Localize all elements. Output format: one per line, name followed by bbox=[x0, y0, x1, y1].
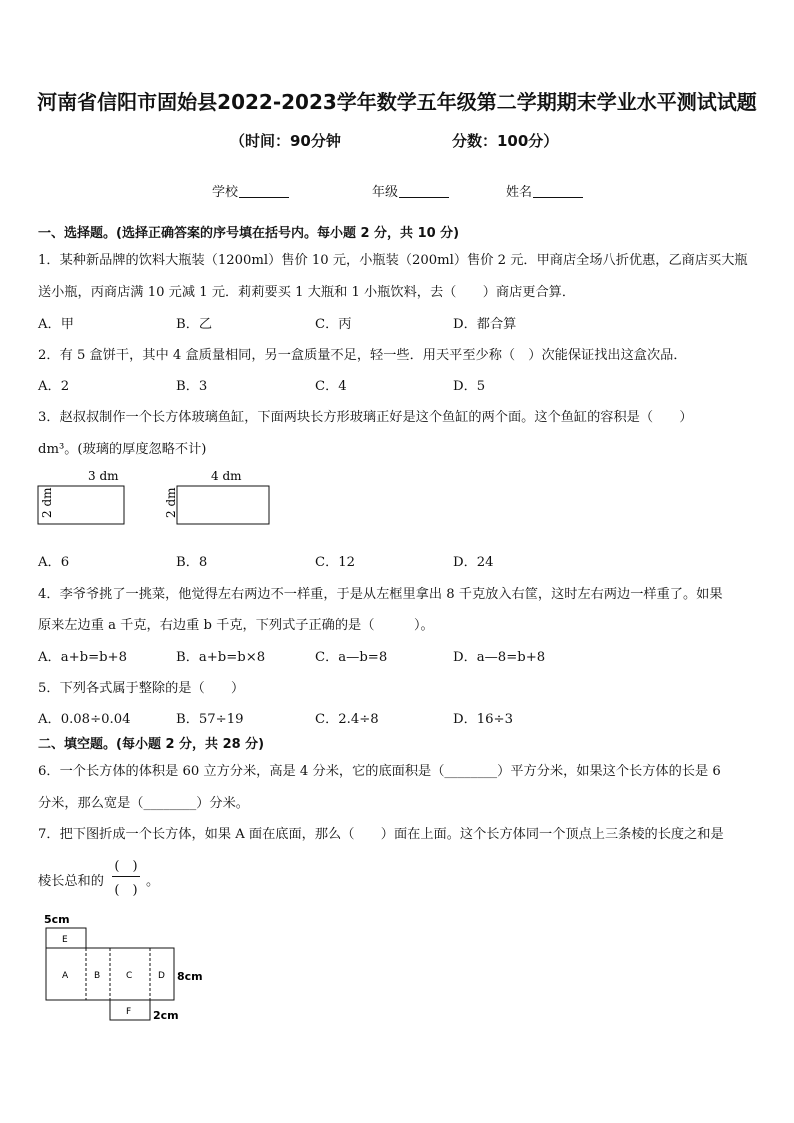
q7-fraction-denominator: ( ) bbox=[114, 883, 138, 898]
q7-fraction-numerator: ( ) bbox=[114, 859, 138, 874]
q5-option-d: D．16÷3 bbox=[453, 712, 513, 727]
q1-option-c: C．丙 bbox=[315, 317, 352, 332]
q4-option-a: A．a+b=b+8 bbox=[38, 650, 127, 665]
q7-line1: 7．把下图折成一个长方体，如果 A 面在底面，那么（ ）面在上面。这个长方体同一个顶点上三条棱的长度之和是 bbox=[38, 827, 724, 842]
q3-line2: dm³。(玻璃的厚度忽略不计) bbox=[38, 442, 207, 457]
name-label: 姓名 bbox=[506, 185, 533, 200]
q7-dim-right-label: 8cm bbox=[177, 970, 203, 983]
q7-face-f-label: F bbox=[126, 1007, 132, 1017]
q3-glass-figure bbox=[30, 466, 290, 546]
section-fill-heading: 二、填空题。(每小题 2 分，共 28 分) bbox=[38, 737, 265, 752]
q6-line1: 6．一个长方体的体积是 60 立方分米，高是 4 分米，它的底面积是（________）平方分米，如果这个长方体的长是 6 bbox=[38, 764, 721, 779]
q3-rect1-height-label: 2 dm bbox=[40, 487, 54, 518]
grade-blank bbox=[399, 185, 449, 198]
q3-rect2-width-label: 4 dm bbox=[211, 469, 242, 483]
q1-line1: 1．某种新品牌的饮料大瓶装（1200ml）售价 10 元，小瓶装（200ml）售价 2 元．甲商店全场八折优惠，乙商店买大瓶 bbox=[38, 253, 748, 268]
q4-option-c: C．a—b=8 bbox=[315, 650, 388, 665]
q7-face-c-label: C bbox=[126, 971, 133, 981]
q7-dim-bottom-label: 2cm bbox=[153, 1009, 179, 1022]
q3-option-c: C．12 bbox=[315, 555, 356, 570]
q3-option-b: B．8 bbox=[176, 555, 208, 570]
q7-net-figure bbox=[40, 910, 240, 1030]
grade-label: 年级 bbox=[372, 185, 399, 200]
page-title: 河南省信阳市固始县2022-2023学年数学五年级第二学期期末学业水平测试试题 bbox=[37, 90, 757, 114]
q2-line1: 2．有 5 盒饼干，其中 4 盒质量相同，另一盒质量不足，轻一些．用天平至少称（ ）次能保证找出这盒次品． bbox=[38, 348, 687, 363]
exam-score: 分数：100分） bbox=[452, 132, 559, 150]
q5-option-b: B．57÷19 bbox=[176, 712, 244, 727]
q3-line1: 3．赵叔叔制作一个长方体玻璃鱼缸，下面两块长方形玻璃正好是这个鱼缸的两个面。这个鱼缸的容积是（ ） bbox=[38, 410, 693, 425]
q3-rect1-width-label: 3 dm bbox=[88, 469, 119, 483]
q3-option-a: A．6 bbox=[38, 555, 70, 570]
q7-face-d-label: D bbox=[158, 971, 165, 981]
q7-line2-prefix: 棱长总和的 bbox=[38, 874, 104, 889]
section-choice-heading: 一、选择题。(选择正确答案的序号填在括号内。每小题 2 分，共 10 分) bbox=[38, 226, 460, 241]
exam-time: （时间：90分钟 bbox=[230, 132, 341, 150]
q1-line2: 送小瓶，丙商店满 10 元减 1 元．莉莉要买 1 大瓶和 1 小瓶饮料，去（ ）商店更合算． bbox=[38, 285, 576, 300]
q7-face-a-label: A bbox=[62, 971, 69, 981]
q2-option-d: D．5 bbox=[453, 379, 486, 394]
name-field bbox=[506, 181, 583, 200]
q2-option-a: A．2 bbox=[38, 379, 70, 394]
q4-line2: 原来左边重 a 千克，右边重 b 千克，下列式子正确的是（ ）。 bbox=[38, 618, 434, 633]
q6-line2: 分米，那么宽是（________）分米。 bbox=[38, 796, 249, 811]
name-blank bbox=[533, 185, 583, 198]
q7-face-e-label: E bbox=[62, 935, 68, 945]
q5-line1: 5．下列各式属于整除的是（ ） bbox=[38, 681, 245, 696]
grade-field bbox=[372, 181, 449, 200]
q7-dim-top-label: 5cm bbox=[44, 913, 70, 926]
q4-line1: 4．李爷爷挑了一挑菜，他觉得左右两边不一样重，于是从左框里拿出 8 千克放入右筐，这时左右两边一样重了。如果 bbox=[38, 587, 723, 602]
q3-rect2 bbox=[177, 486, 269, 524]
q1-option-d: D．都合算 bbox=[453, 317, 517, 332]
school-field bbox=[212, 181, 289, 200]
q5-option-a: A．0.08÷0.04 bbox=[38, 712, 131, 727]
q7-fraction-bar bbox=[112, 876, 140, 877]
school-blank bbox=[239, 185, 289, 198]
q1-option-a: A．甲 bbox=[38, 317, 74, 332]
q3-option-d: D．24 bbox=[453, 555, 494, 570]
q2-option-c: C．4 bbox=[315, 379, 347, 394]
school-label: 学校 bbox=[212, 185, 239, 200]
q7-face-b-label: B bbox=[94, 971, 101, 981]
q5-option-c: C．2.4÷8 bbox=[315, 712, 379, 727]
q2-option-b: B．3 bbox=[176, 379, 208, 394]
q7-fraction bbox=[108, 855, 144, 899]
q7-line2-suffix: 。 bbox=[146, 874, 160, 889]
q3-rect2-height-label: 2 dm bbox=[164, 487, 178, 518]
q4-option-b: B．a+b=b×8 bbox=[176, 650, 266, 665]
q4-option-d: D．a—8=b+8 bbox=[453, 650, 546, 665]
q1-option-b: B．乙 bbox=[176, 317, 213, 332]
